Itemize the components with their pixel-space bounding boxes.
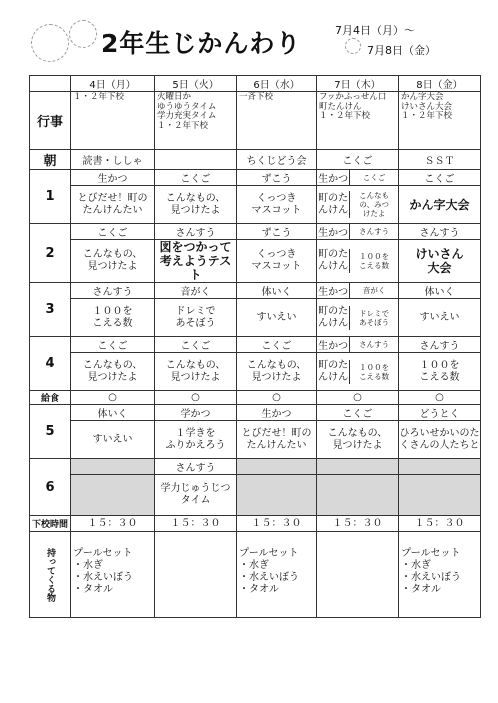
content-cell: こんなもの、 見つけたよ [237, 353, 317, 391]
period-label: 1 [30, 170, 71, 224]
subject-cell: 学かつ [155, 405, 237, 421]
subject-cell: 体いく [398, 283, 480, 299]
subject-cell: こくご [237, 337, 317, 353]
gyoji-item: １・２年下校 [318, 111, 370, 121]
subject-cell [316, 224, 398, 240]
content-right: ドレミで あそぼう [359, 308, 390, 327]
period-content-row [30, 353, 481, 391]
subject-right: こくご [362, 173, 386, 182]
content-cell: こんなもの、 見つけたよ [316, 421, 398, 459]
content-cell: こんなもの、 見つけたよ [71, 353, 155, 391]
gyoji-item: １・２年下校 [73, 92, 125, 102]
subject-cell [316, 170, 398, 186]
kyushoku-cell: ○ [398, 391, 480, 405]
subject-left: 生かつ [317, 337, 350, 352]
subject-left: 生かつ [317, 170, 350, 185]
gekou-cell: １５：３０ [155, 516, 237, 532]
content-cell [316, 240, 398, 283]
subject-cell [398, 459, 480, 475]
asa-cell: ＳＳＴ [398, 150, 480, 170]
subject-cell: さんすう [398, 337, 480, 353]
subject-cell: ずこう [237, 224, 317, 240]
content-right: １００を こえる数 [359, 252, 390, 270]
content-left: 町のた んけん [317, 306, 350, 330]
subject-cell: さんすう [155, 224, 237, 240]
row-label: 朝 [30, 150, 71, 170]
asa-cell: ちくじどう会 [237, 150, 317, 170]
gyoji-item: 火曜日か [157, 92, 192, 102]
subject-cell: ずこう [237, 170, 317, 186]
content-cell: 学力じゅうじつ タイム [155, 475, 237, 516]
gyoji-cell [237, 92, 317, 150]
subject-right: 音がく [362, 286, 386, 295]
subject-right: さんすう [359, 340, 390, 349]
day-header: 4日（月） [71, 76, 155, 92]
subject-cell: 体いく [71, 405, 155, 421]
gyoji-cell [71, 92, 155, 150]
gekou-cell: １５：３０ [237, 516, 317, 532]
mochimono-label: 持ってくる物 [45, 547, 55, 602]
subject-cell [71, 459, 155, 475]
subject-cell: さんすう [71, 283, 155, 299]
subject-cell: さんすう [398, 224, 480, 240]
mochimono-cell: プールセット ・水ぎ ・水えいぼう ・タオル [398, 532, 480, 618]
subject-cell [316, 283, 398, 299]
end-date: 7月8日（金） [367, 44, 436, 57]
day-header: 6日（水） [237, 76, 317, 92]
content-cell: けいさん 大会 [398, 240, 480, 283]
row-label: 給食 [30, 391, 71, 405]
content-cell: １００を こえる数 [71, 299, 155, 337]
row-label: 下校時間 [30, 516, 71, 532]
gyoji-item: けいさん大会 [400, 101, 452, 112]
gyoji-item: ゆうゆうタイム [157, 101, 217, 112]
content-cell: とびだせ！町の たんけんたい [237, 421, 317, 459]
subject-cell: こくご [155, 337, 237, 353]
corner-cell [30, 76, 71, 92]
subject-cell [316, 459, 398, 475]
content-cell: １００を こえる数 [398, 353, 480, 391]
subject-cell [237, 459, 317, 475]
page-title: 2年生じかんわり [101, 29, 302, 58]
subject-left: 生かつ [317, 283, 350, 298]
content-cell: こんなもの、 見つけたよ [155, 186, 237, 224]
kyushoku-cell: ○ [71, 391, 155, 405]
row-label [30, 532, 71, 618]
content-cell: こんなもの、 見つけたよ [155, 353, 237, 391]
period-content-row [30, 240, 481, 283]
start-date: 7月4日（月）～ [335, 24, 415, 37]
kyushoku-cell: ○ [237, 391, 317, 405]
period-label: 3 [30, 283, 71, 337]
gyoji-cell [316, 92, 398, 150]
gekou-cell: １５：３０ [71, 516, 155, 532]
period-content-row [30, 186, 481, 224]
content-right: １００を こえる数 [359, 362, 390, 381]
period-subject-row [30, 337, 481, 353]
mochimono-cell [155, 532, 237, 618]
day-header-row [30, 76, 481, 92]
subject-cell [316, 337, 398, 353]
subject-cell: こくご [398, 170, 480, 186]
day-header: 5日（火） [155, 76, 237, 92]
dandelion-icon [69, 20, 97, 48]
subject-cell: こくご [316, 405, 398, 421]
period-label: 6 [30, 459, 71, 516]
gyoji-item: フッかふっせん口 [318, 92, 387, 102]
subject-right: さんすう [359, 227, 390, 236]
content-cell: くっつき マスコット [237, 240, 317, 283]
gyoji-cell [398, 92, 480, 150]
gyoji-row [30, 92, 481, 150]
gyoji-item: １・２年下校 [157, 120, 209, 131]
mochimono-cell: プールセット ・水ぎ ・水えいぼう ・タオル [71, 532, 155, 618]
gyoji-item: １・２年下校 [400, 111, 452, 121]
period-content-row [30, 299, 481, 337]
subject-cell: 体いく [237, 283, 317, 299]
subject-cell: 生かつ [71, 170, 155, 186]
gyoji-item: 一斉下校 [239, 92, 274, 102]
gekou-cell: １５：３０ [316, 516, 398, 532]
dandelion-icon [31, 24, 69, 62]
timetable [29, 75, 481, 618]
subject-left: 生かつ [317, 224, 350, 239]
content-cell: こんなもの、 見つけたよ [71, 240, 155, 283]
period-label: 4 [30, 337, 71, 391]
content-cell [316, 186, 398, 224]
gyoji-item: 学力充実タイム [157, 111, 217, 121]
content-cell [316, 475, 398, 516]
subject-cell: こくご [71, 337, 155, 353]
content-left: 町のた んけん [317, 360, 350, 384]
content-cell: すいえい [398, 299, 480, 337]
content-cell: とびだせ！町の たんけんたい [71, 186, 155, 224]
kyushoku-cell: ○ [316, 391, 398, 405]
period-subject-row [30, 283, 481, 299]
gekou-row [30, 516, 481, 532]
content-cell: ひろいせかいのた くさんの人たちと [398, 421, 480, 459]
asa-row [30, 150, 481, 170]
content-right: こんなも の、みつ けたよ [359, 191, 390, 218]
content-cell: すいえい [71, 421, 155, 459]
content-cell: かん字大会 [398, 186, 480, 224]
content-left: 町のた んけん [317, 249, 350, 273]
content-cell: ドレミで あそぼう [155, 299, 237, 337]
mochimono-row [30, 532, 481, 618]
content-left: 町のた んけん [317, 191, 350, 218]
gyoji-cell [155, 92, 237, 150]
content-cell [316, 299, 398, 337]
content-cell [71, 475, 155, 516]
content-cell: １学きを ふりかえろう [155, 421, 237, 459]
subject-cell: 生かつ [237, 405, 317, 421]
period-subject-row [30, 170, 481, 186]
subject-cell: こくご [155, 170, 237, 186]
period-label: 2 [30, 224, 71, 283]
gyoji-item: かん字大会 [400, 92, 444, 102]
content-cell: すいえい [237, 299, 317, 337]
kyushoku-cell: ○ [155, 391, 237, 405]
mochimono-cell [316, 532, 398, 618]
asa-cell: こくご [316, 150, 398, 170]
gekou-cell: １５：３０ [398, 516, 480, 532]
period-label: 5 [30, 405, 71, 459]
kyushoku-row [30, 391, 481, 405]
day-header: 8日（金） [398, 76, 480, 92]
content-cell: 図をつかって 考えようテス ト [155, 240, 237, 283]
subject-cell: 音がく [155, 283, 237, 299]
period-subject-row [30, 459, 481, 475]
content-cell [316, 353, 398, 391]
content-cell: くっつき マスコット [237, 186, 317, 224]
content-cell [237, 475, 317, 516]
period-content-row [30, 421, 481, 459]
period-subject-row [30, 405, 481, 421]
content-cell [398, 475, 480, 516]
day-header: 7日（木） [316, 76, 398, 92]
period-subject-row [30, 224, 481, 240]
mochimono-cell: プールセット ・水ぎ ・水えいぼう ・タオル [237, 532, 317, 618]
subject-cell: どうとく [398, 405, 480, 421]
dandelion-icon [345, 38, 361, 54]
subject-cell: こくご [71, 224, 155, 240]
gyoji-item: 町たんけん [318, 101, 362, 112]
row-label: 行事 [30, 92, 71, 150]
asa-cell [155, 150, 237, 170]
period-content-row [30, 475, 481, 516]
header [29, 18, 481, 74]
subject-cell: さんすう [155, 459, 237, 475]
asa-cell: 読書・ししゃ [71, 150, 155, 170]
